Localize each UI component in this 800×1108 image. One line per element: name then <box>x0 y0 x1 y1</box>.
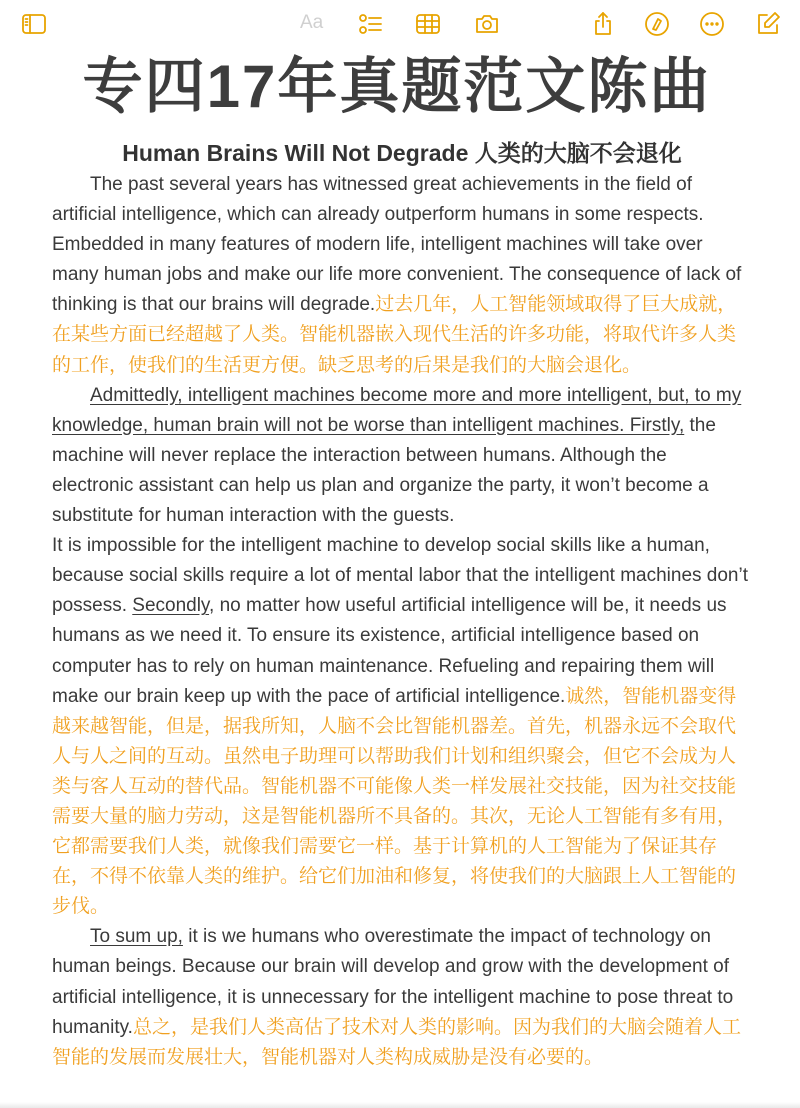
paragraph-2-underline-1: Admittedly, intelligent machines become more and more intelligent, but, to my knowledge, human brain will not be worse than intelligent machines. Firstly, <box>52 384 742 436</box>
paragraph-2-continued <box>52 531 752 922</box>
format-text-button[interactable]: Aa <box>300 12 324 33</box>
toolbar <box>0 0 800 48</box>
paragraph-1-chinese: 过去几年，人工智能领域取得了巨大成就，在某些方面已经超越了人类。智能机器嵌入现代生活的许多功能，将取代许多人类的工作，使我们的生活更方便。缺乏思考的后果是我们的大脑会退化。 <box>52 294 737 376</box>
markup-icon[interactable] <box>643 10 671 38</box>
sidebar-icon[interactable] <box>20 10 48 38</box>
page-title: 专四17年真题范文陈曲 <box>82 53 712 120</box>
note-document[interactable] <box>52 50 752 1073</box>
paragraph-1-english: The past several years has witnessed great achievements in the field of artificial intelligence, which can already outperform humans in some respects. Embedded in many features of modern life, intelligent machines will take over many human jobs and make our life more convenient. The consequence of lack of thinking is that our brains will degrade. <box>52 174 742 316</box>
paragraph-3-underline: To sum up, <box>90 926 183 948</box>
more-icon[interactable] <box>698 10 726 38</box>
paragraph-3-english: it is we humans who overestimate the impact of technology on human beings. Because our brain will develop and grow with the development of artificial intelligence, it is unnecessary for the intelligent machine to pose threat to humanity. <box>52 926 734 1038</box>
camera-icon[interactable] <box>473 10 501 38</box>
paragraph-2-english-2: It is impossible for the intelligent machine to develop social skills like a human, because social skills require a lot of mental labor that the intelligent machines don’t possess. <box>52 535 748 617</box>
paragraph-2-english-3: , no matter how useful artificial intelligence will be, it needs us humans as we need it. To ensure its existence, artificial intelligence based on computer has to rely on human maintenance. Refueling and repairing them will make our brain keep up with the pace of artificial intelligence. <box>52 595 727 707</box>
paragraph-2-english-1: the machine will never replace the interaction between humans. Although the electronic assistant can help us plan and organize the party, it won’t become a substitute for human interaction with the guests. <box>52 414 716 527</box>
share-icon[interactable] <box>589 10 617 38</box>
paragraph-2-chinese: 诚然，智能机器变得越来越智能，但是，据我所知，人脑不会比智能机器差。首先，机器永远不会取代人与人之间的互动。虽然电子助理可以帮助我们计划和组织聚会，但它不会成为人类与客人互动的替代品。智能机器不可能像人类一样发展社交技能，因为社交技能需要大量的脑力劳动，这是智能机器所不具备的。其次，无论人工智能有多有用，它都需要我们人类，就像我们需要它一样。基于计算机的人工智能为了保证其存在，不得不依靠人类的维护。给它们加油和修复，将使我们的大脑跟上人工智能的步伐。 <box>52 685 737 918</box>
checklist-icon[interactable] <box>356 10 384 38</box>
bottom-edge <box>0 1102 800 1108</box>
paragraph-3-chinese: 总之，是我们人类高估了技术对人类的影响。因为我们的大脑会随着人工智能的发展而发展壮大，智能机器对人类构成威胁是没有必要的。 <box>52 1016 741 1068</box>
paragraph-1 <box>52 170 752 381</box>
essay-subtitle: Human Brains Will Not Degrade 人类的大脑不会退化 <box>122 140 682 166</box>
compose-icon[interactable] <box>754 10 782 38</box>
paragraph-2 <box>52 381 752 531</box>
paragraph-2-underline-2: Secondly <box>132 595 210 617</box>
table-icon[interactable] <box>414 10 442 38</box>
paragraph-3 <box>52 922 752 1072</box>
